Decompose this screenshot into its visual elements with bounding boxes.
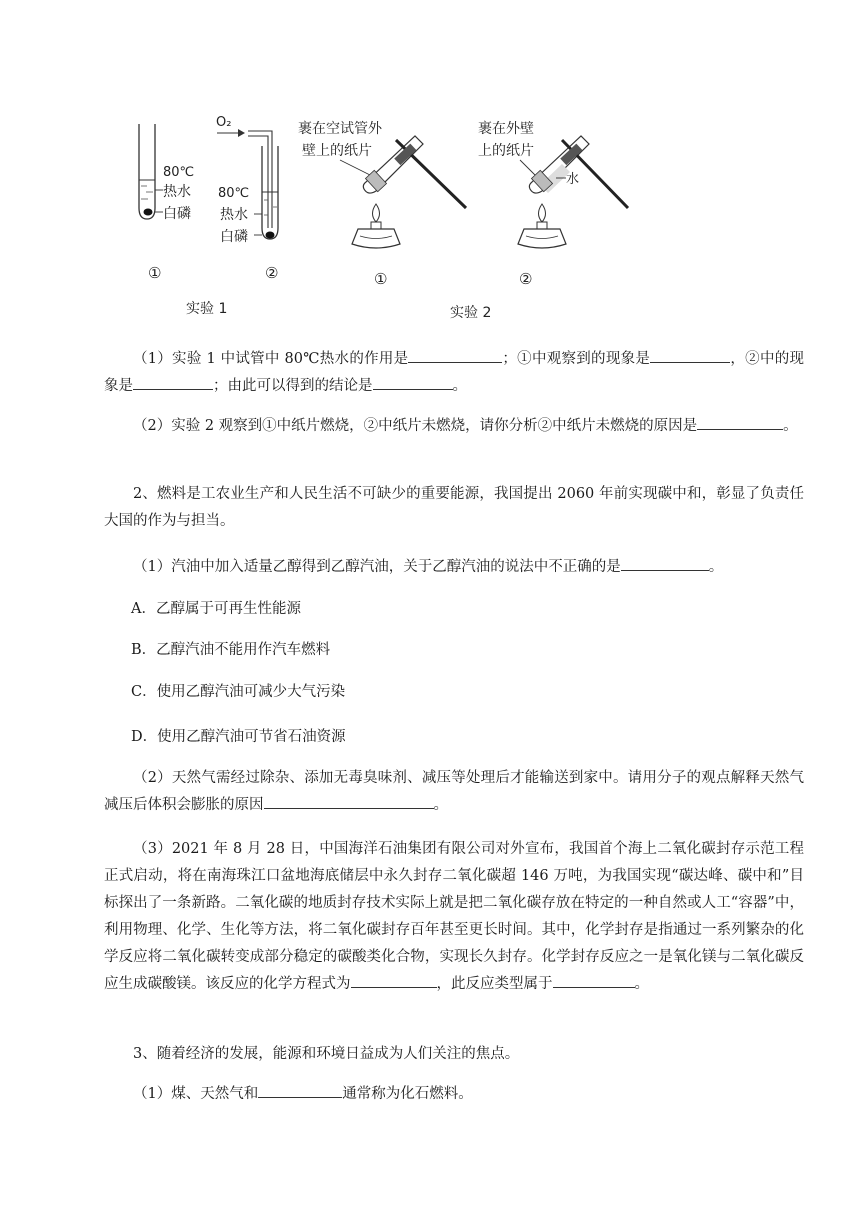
exp1-test-tube-2	[216, 115, 278, 282]
q2-option-c: C．使用乙醇汽油可减少大气污染	[131, 684, 346, 700]
answer-blank[interactable]	[697, 415, 783, 430]
exp2-left-number: ①	[374, 270, 388, 288]
answer-blank[interactable]	[258, 1083, 342, 1098]
q2-option-a: A．乙醇属于可再生性能源	[131, 601, 301, 617]
tube2-phosphorus-label: 白磷	[220, 229, 248, 245]
q1-part2: （2）实验 2 观察到①中纸片燃烧，②中纸片未燃烧，请你分析②中纸片未燃烧的原因是 。	[104, 413, 804, 440]
white-phosphorus-1	[144, 209, 153, 216]
q2-option-b: B．乙醇汽油不能用作汽车燃料	[131, 642, 331, 658]
exp2-right-number: ②	[519, 270, 533, 288]
q2-option-d: D．使用乙醇汽油可节省石油资源	[131, 729, 346, 745]
q3-intro: 3、随着经济的发展，能源和环境日益成为人们关注的焦点。	[133, 1046, 520, 1062]
tube1-water-label: 热水	[163, 184, 191, 200]
q3-part1: （1）煤、天然气和 通常称为化石燃料。	[104, 1081, 804, 1108]
tube1-temp-label: 80℃	[163, 165, 195, 180]
exp2-setup-1	[298, 120, 466, 288]
exp2-setup-2	[478, 120, 628, 288]
exp2-water-label: 水	[566, 172, 580, 187]
exp2-right-label-line1: 裹在外壁	[478, 121, 534, 137]
tube2-temp-label: 80℃	[218, 186, 250, 201]
tube2-water-label: 热水	[220, 207, 248, 223]
exp2-right-label-line2: 上的纸片	[478, 143, 534, 159]
experiment-figure	[0, 0, 860, 340]
answer-blank[interactable]	[408, 348, 502, 363]
exp2-left-label-line1: 裹在空试管外	[298, 121, 382, 137]
tube1-number: ①	[148, 264, 162, 282]
q2-part1: （1）汽油中加入适量乙醇得到乙醇汽油，关于乙醇汽油的说法中不正确的是 。	[104, 554, 804, 581]
q2-part2: （2）天然气需经过除杂、添加无毒臭味剂、减压等处理后才能输送到家中。请用分子的观点解释天然气减压后体积会膨胀的原因 。	[104, 770, 804, 813]
answer-blank[interactable]	[621, 556, 709, 571]
exp1-test-tube-1	[139, 124, 194, 282]
answer-blank[interactable]	[373, 375, 453, 390]
tube2-number: ②	[265, 264, 279, 282]
answer-blank[interactable]	[264, 794, 434, 809]
q2-part3: （3）2021 年 8 月 28 日，中国海洋石油集团有限公司对外宣布，我国首个海上二氧化碳封存示范工程正式启动，将在南海珠江口盆地海底储层中永久封存二氧化碳超 146 万吨，为我国实现“碳达峰、碳中和”目标探出了一条新路。二氧化碳的地质封存技术实际上就是把二氧化碳存放在特定的一种自然或人工“容器”中，利用物理、化学、生化等方法，将二氧化碳封存百年甚至更长时间。其中，化学封存是指通过一系列繁杂的化学反应将二氧化碳转变成部分稳定的碳酸类化合物，实现长久封存。化学封存反应之一是氧化镁与二氧化碳反应生成碳酸镁。该反应的化学方程式为 ，此反应类型属于 。	[104, 841, 804, 992]
answer-blank[interactable]	[133, 375, 213, 390]
exp2-left-label-line2: 壁上的纸片	[302, 143, 372, 159]
tube1-phosphorus-label: 白磷	[163, 206, 191, 222]
oxygen-label: O₂	[216, 115, 232, 130]
exp1-caption: 实验 1	[186, 301, 228, 317]
white-phosphorus-2	[266, 232, 275, 239]
answer-blank[interactable]	[553, 973, 635, 988]
answer-blank[interactable]	[351, 973, 437, 988]
q1-part1: （1）实验 1 中试管中 80℃热水的作用是 ；①中观察到的现象是 ，②中的现象是 ；由此可以得到的结论是 。	[104, 346, 804, 400]
exp2-caption: 实验 2	[450, 305, 492, 321]
answer-blank[interactable]	[650, 348, 730, 363]
q2-intro: 2、燃料是工农业生产和人民生活不可缺少的重要能源，我国提出 2060 年前实现碳中和，彰显了负责任大国的作为与担当。	[104, 486, 804, 529]
arrow-icon	[238, 129, 245, 137]
